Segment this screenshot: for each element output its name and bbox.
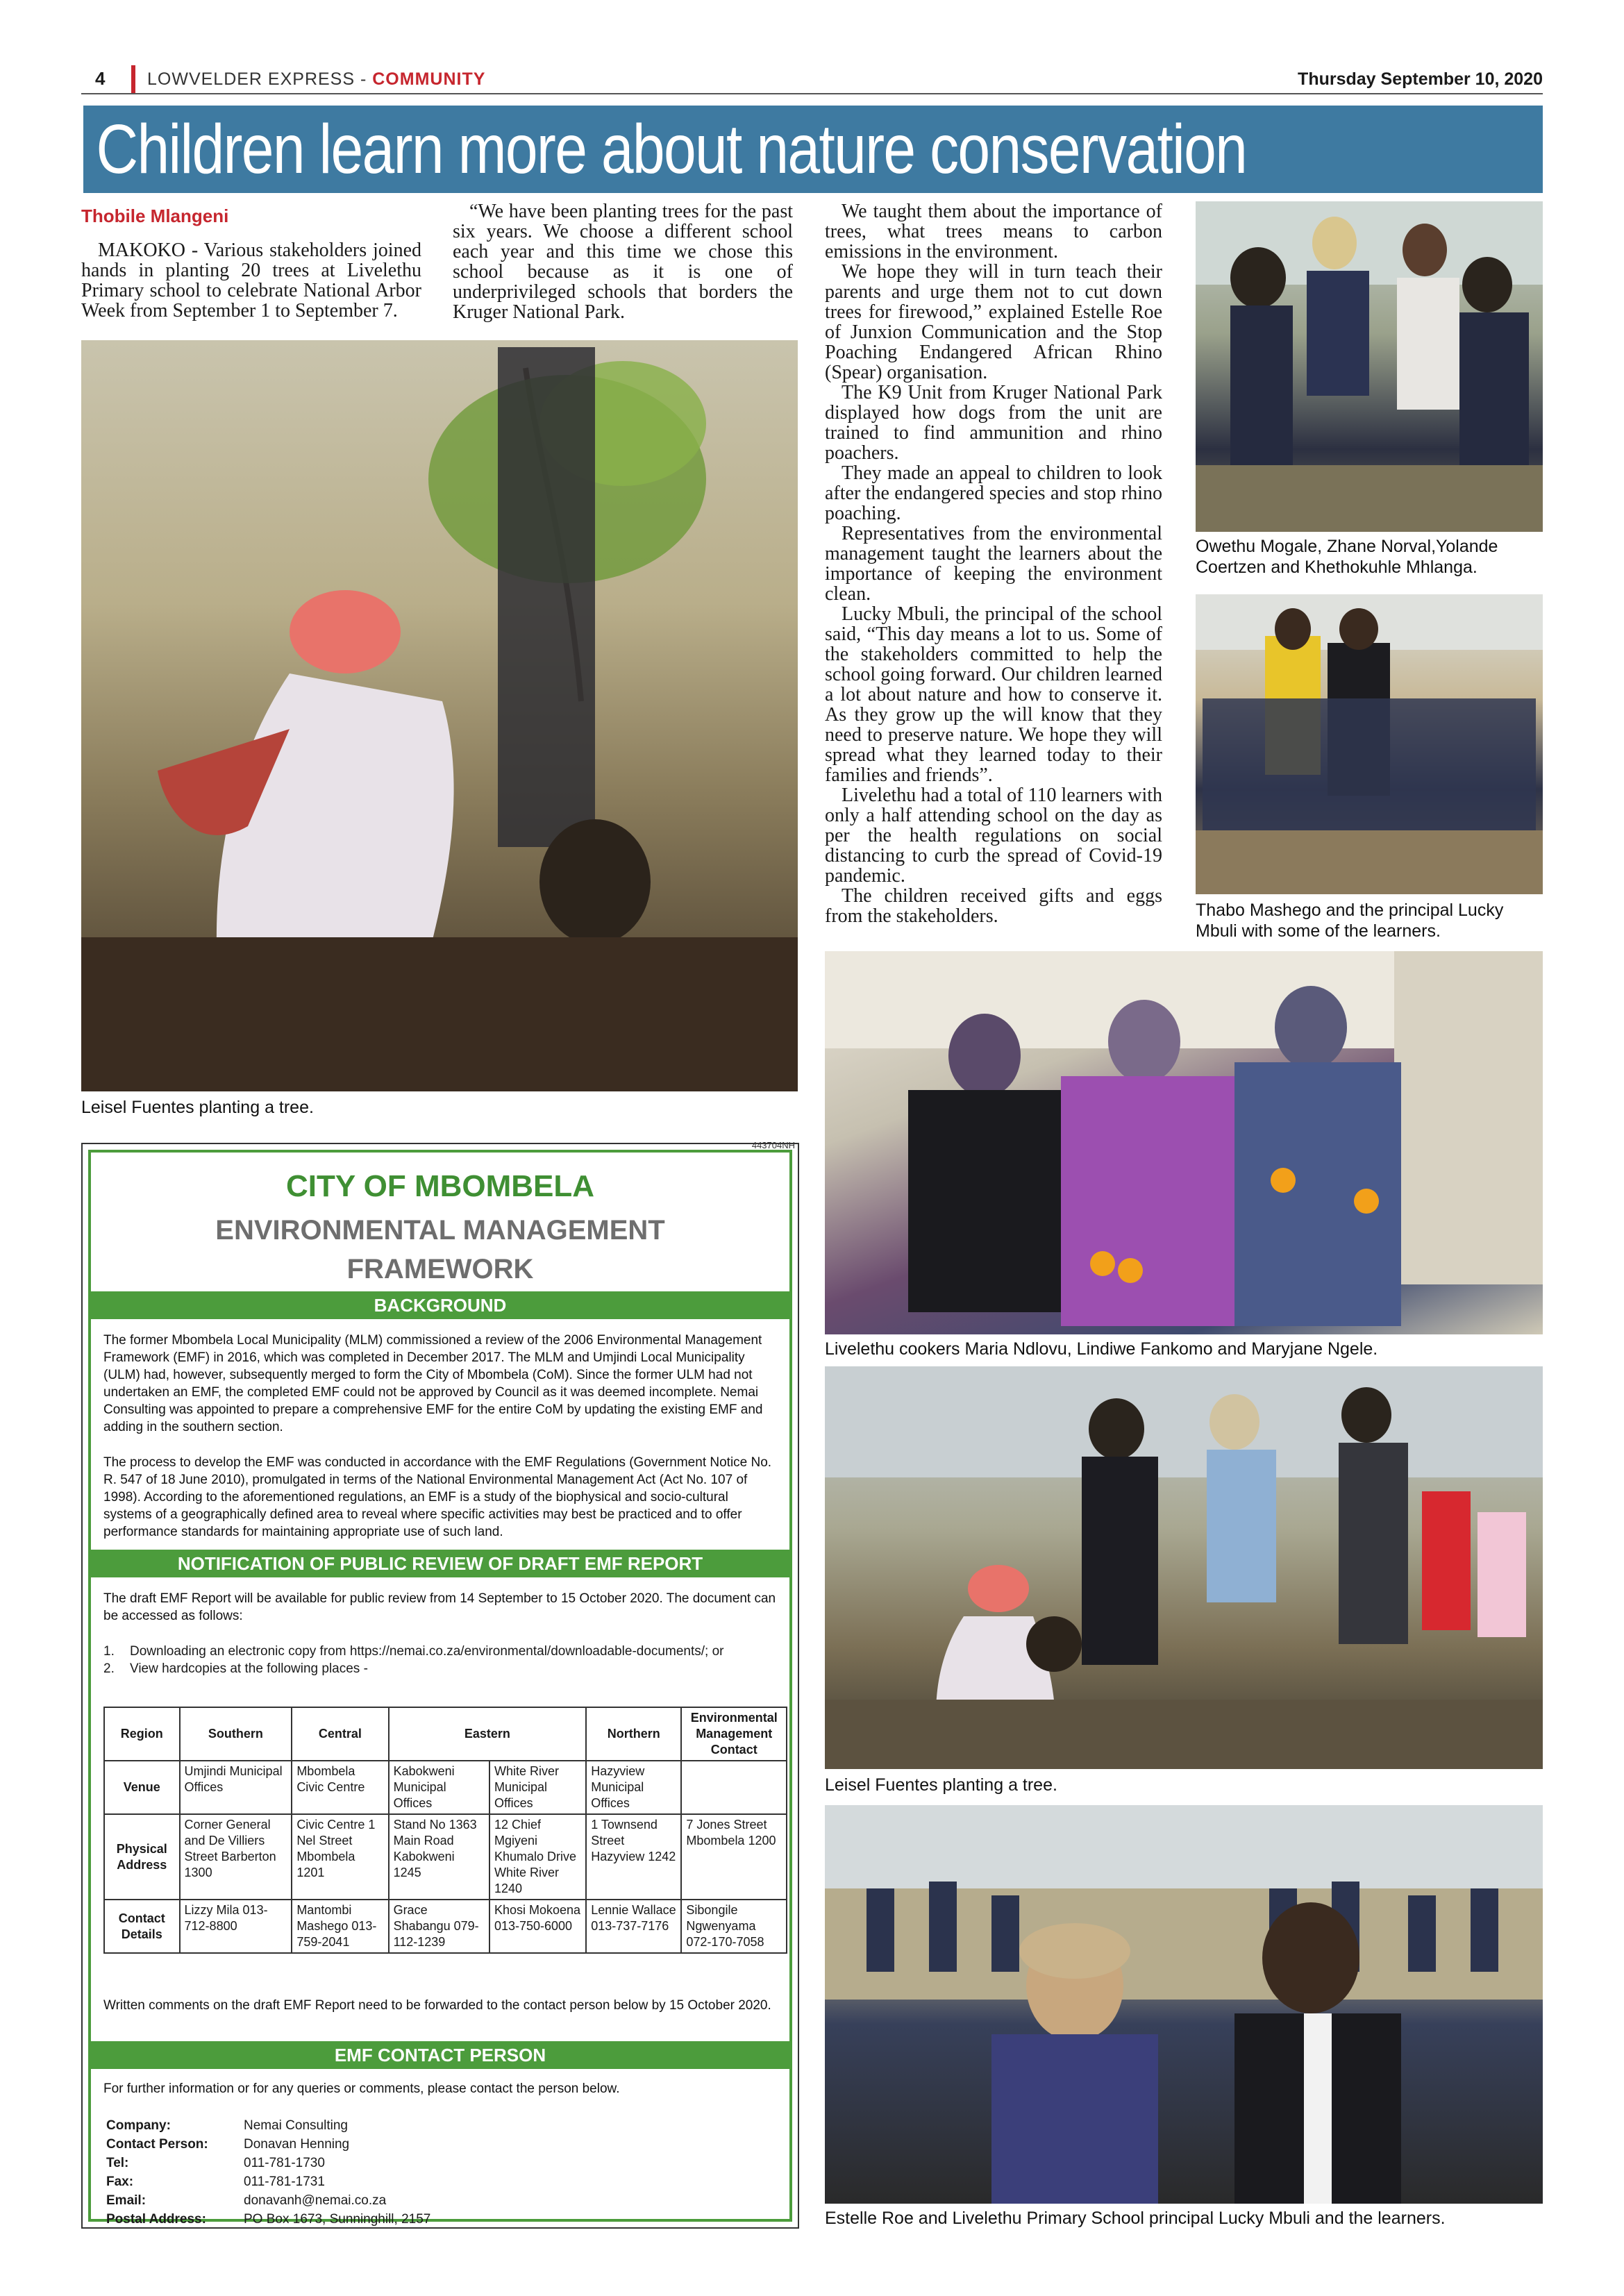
contact-row [106,2210,430,2229]
row-label: Physical Address [104,1814,180,1900]
access-list [103,1643,777,1677]
contact-key: Contact Person: [106,2137,208,2152]
paragraph: The K9 Unit from Kruger National Park displayed how dogs from the unit are trained to find ammunition and rhino poachers. [825,382,1162,464]
contact-value: 011-781-1730 [244,2156,325,2170]
article-column-3 [825,201,1162,926]
contact-key: Email: [106,2193,147,2208]
contact-key: Fax: [106,2175,134,2189]
paragraph: We taught them about the importance of trees, what trees means to carbon emissions in the environment. [825,201,1162,262]
paragraph: They made an appeal to children to look after the endangered species and stop rhino poaching. [825,462,1162,524]
photo-principal-learners [1196,594,1543,894]
photo-illustration [825,1805,1543,2204]
contact-row [106,2191,430,2210]
photo-tree-planting [81,340,798,1091]
photo-caption: Livelethu cookers Maria Ndlovu, Lindiwe Fankomo and Maryjane Ngele. [825,1339,1378,1359]
table-cell: Grace Shabangu 079-112-1239 [389,1900,489,1953]
photo-illustration [825,1366,1543,1769]
paragraph: The children received gifts and eggs from the stakeholders. [825,885,1162,927]
photo-group-four [1196,201,1543,532]
table-cell: Khosi Mokoena 013-750-6000 [489,1900,586,1953]
table-cell: Umjindi Municipal Offices [180,1761,292,1814]
contact-row [106,2135,430,2154]
table-cell: 7 Jones Street Mbombela 1200 [681,1814,787,1900]
photo-caption: Thabo Mashego and the principal Lucky Mbuli with some of the learners. [1196,900,1504,941]
table-cell: Corner General and De Villiers Street Barberton 1300 [180,1814,292,1900]
table-header: Eastern [389,1707,587,1761]
table-row [104,1900,787,1953]
table-header: Region [104,1707,180,1761]
table-header: Environmental Management Contact [681,1707,787,1761]
list-item [103,1643,777,1660]
paragraph: Lucky Mbuli, the principal of the school said, “This day means a lot to us. Some of the stakeholders committed to help the school going forward. Our children learned a lot about nature and how to conserve it. As they grow up the will know that they need to preserve nature. We hope they will spread what they learned today to their families and friends”. [825,603,1162,786]
page-header [81,67,1543,94]
table-row [104,1761,787,1814]
advert-subtitle: ENVIRONMENTAL MANAGEMENT FRAMEWORK [215,1215,665,1284]
byline: Thobile Mlangeni [81,206,229,226]
photo-planting-group [825,1366,1543,1769]
table-header: Central [292,1707,388,1761]
table-cell: 1 Townsend Street Hazyview 1242 [586,1814,681,1900]
header-divider [131,65,135,93]
photo-caption: Leisel Fuentes planting a tree. [81,1098,314,1117]
table-cell: Hazyview Municipal Offices [586,1761,681,1814]
contact-value: donavanh@nemai.co.za [244,2193,387,2208]
section-label: COMMUNITY [372,69,486,89]
list-number: 2. [103,1661,115,1676]
table-cell: Lennie Wallace 013-737-7176 [586,1900,681,1953]
table-cell [681,1761,787,1814]
list-item [103,1660,777,1677]
photo-waving-learners [825,1805,1543,2204]
contact-key: Company: [106,2118,171,2133]
article-column-2 [453,201,793,322]
table-cell: Sibongile Ngwenyama 072-170-7058 [681,1900,787,1953]
contact-value: Donavan Henning [244,2137,350,2152]
background-paragraph-2: The process to develop the EMF was conducted in accordance with the EMF Regulations (Government Notice No. R. 547 of 18 June 2010), promulgated in terms of the National Environmental Management Act (Act No. 107 of 1998). According to the aforementioned regulations, an EMF is a study of the biophysical and socio-cultural systems of a geographically defined area to reveal where specific activities may best be practiced and to offer performance standards for maintaining appropriate use of such land. [103,1455,772,1539]
contact-key: Tel: [106,2156,129,2170]
photo-caption: Estelle Roe and Livelethu Primary School principal Lucky Mbuli and the learners. [825,2209,1446,2228]
contact-row [106,2116,430,2135]
photo-illustration [81,340,798,1091]
paragraph: MAKOKO - Various stakeholders joined hands in planting 20 trees at Livelethu Primary school to celebrate National Arbor Week from September 1 to September 7. [81,240,421,321]
paper-name [147,69,485,90]
section-bar-notification: NOTIFICATION OF PUBLIC REVIEW OF DRAFT EMF REPORT [91,1550,789,1577]
background-paragraph-1: The former Mbombela Local Municipality (MLM) commissioned a review of the 2006 Environmental Management Framework (EMF) in 2016, which was completed in December 2017. The MLM and Umjindi Local Municipality (ULM) had, however, subsequently merged to form the City of Mbombela (CoM). Since the former ULM had not undertaken an EMF, the completed EMF could not be approved by Council as it was deemed incomplete. Nemai Consulting was appointed to prepare a comprehensive EMF for the entire CoM by updating the existing EMF and adding in the southern section. [103,1333,763,1434]
section-bar-contact: EMF CONTACT PERSON [91,2041,789,2069]
paper-title: LOWVELDER EXPRESS - [147,69,373,89]
table-header: Southern [180,1707,292,1761]
section-bar-background: BACKGROUND [91,1291,789,1319]
table-row [104,1814,787,1900]
table-cell: 12 Chief Mgiyeni Khumalo Drive White River 1240 [489,1814,586,1900]
notification-paragraph: The draft EMF Report will be available for public review from 14 September to 15 October 2020. The document can be accessed as follows: [103,1591,776,1623]
table-header: Northern [586,1707,681,1761]
advert-inner [88,1150,792,2227]
contact-value: 011-781-1731 [244,2175,325,2189]
article-headline: Children learn more about nature conservation [96,110,1247,188]
table-cell: Stand No 1363 Main Road Kabokweni 1245 [389,1814,489,1900]
contact-row [106,2154,430,2172]
advert-emf [81,1140,799,2229]
list-text: Downloading an electronic copy from https://nemai.co.za/environmental/downloadable-documents/; or [130,1644,724,1659]
paragraph: “We have been planting trees for the past six years. We choose a different school each year and this time we chose this school because as it is one of underprivileged schools that borders the Kruger National Park. [453,201,793,323]
paragraph: Livelethu had a total of 110 learners with only a half attending school on the day as per the health regulations on social distancing to curb the spread of Covid-19 pandemic. [825,785,1162,887]
page-number: 4 [95,68,106,89]
photo-illustration [1196,201,1543,532]
contact-details [106,2116,430,2229]
table-cell: Lizzy Mila 013-712-8800 [180,1900,292,1953]
table-cell: Kabokweni Municipal Offices [389,1761,489,1814]
row-label: Venue [104,1761,180,1814]
contact-key: Postal Address: [106,2212,206,2227]
photo-caption: Leisel Fuentes planting a tree. [825,1775,1057,1795]
contact-value: Nemai Consulting [244,2118,348,2133]
contact-value: PO Box 1673, Sunninghill, 2157 [244,2212,431,2227]
photo-caption: Owethu Mogale, Zhane Norval,Yolande Coertzen and Khethokuhle Mhlanga. [1196,537,1498,577]
comments-paragraph: Written comments on the draft EMF Report need to be forwarded to the contact person below by 15 October 2020. [103,1998,771,2013]
article-column-1 [81,240,421,321]
row-label: Contact Details [104,1900,180,1953]
issue-date: Thursday September 10, 2020 [1298,69,1543,89]
contact-intro: For further information or for any queries or comments, please contact the person below. [103,2081,620,2096]
paragraph: Representatives from the environmental management taught the learners about the importance of keeping the environment clean. [825,523,1162,605]
table-cell: Mantombi Mashego 013-759-2041 [292,1900,388,1953]
list-number: 1. [103,1644,115,1659]
photo-cookers [825,951,1543,1334]
photo-illustration [825,951,1543,1334]
advert-title: CITY OF MBOMBELA [285,1169,595,1203]
venues-table [103,1707,787,1954]
headline-banner [83,106,1543,193]
list-text: View hardcopies at the following places - [130,1661,368,1676]
paragraph: We hope they will in turn teach their parents and urge them not to cut down trees for firewood,” explained Estelle Roe of Junxion Communication and the Stop Poaching Endangered African Rhino (Spear) organisation. [825,261,1162,383]
table-cell: Civic Centre 1 Nel Street Mbombela 1201 [292,1814,388,1900]
contact-row [106,2172,430,2191]
table-cell: White River Municipal Offices [489,1761,586,1814]
table-header-row [104,1707,787,1761]
advert-reference: 443704NH [751,1140,795,1150]
photo-illustration [1196,594,1543,894]
table-cell: Mbombela Civic Centre [292,1761,388,1814]
